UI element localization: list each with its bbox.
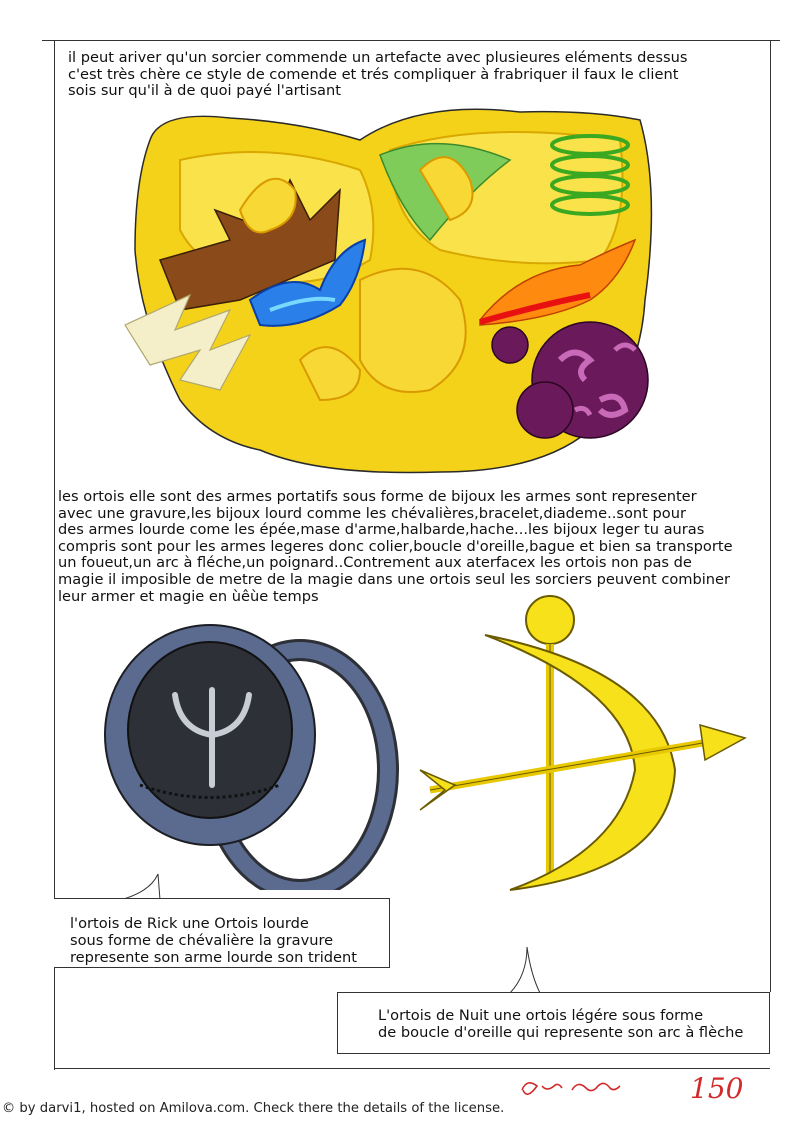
page-frame-top [42, 40, 780, 41]
page-frame-bottom [54, 1068, 770, 1069]
signature-number: 150 [690, 1072, 744, 1104]
rick-signet-ring-illustration [100, 610, 400, 890]
caption-nuit: L'ortois de Nuit une ortois légére sous forme de boucle d'oreille qui represente son arc à flèche [337, 992, 770, 1054]
artist-signature [512, 1070, 782, 1104]
body-paragraph: les ortois elle sont des armes portatifs sous forme de bijoux les armes sont representer avec une gravure,les bijoux lourd comme les chévalières,bracelet,diademe..sont pour des armes lourde come les épée,mase d'arme,halbarde,hache...les bijoux leger tu auras compris sont pour les armes legeres donc colier,boucle d'oreille,bague et bien sa transporte un foueut,un arc à fléche,un poignard..Contrement aux aterfacex les ortois non pas de magie il imposible de metre de la magie dans une ortois seul les sorciers peuvent combiner leur armer et magie en ùêùe temps [58, 488, 733, 605]
caption-rick: l'ortois de Rick une Ortois lourde sous forme de chévalière la gravure represente son arme lourde son trident [54, 898, 390, 968]
nuit-bow-earring-illustration [400, 590, 760, 900]
earring-ring [526, 596, 574, 644]
license-credit: © by darvi1, hosted on Amilova.com. Check there the details of the license. [2, 1101, 505, 1116]
artifact-illustration [120, 100, 660, 480]
arrow-icon [420, 725, 745, 810]
caption-nuit-tail [505, 945, 545, 995]
intro-paragraph: il peut ariver qu'un sorcier commende un artefacte avec plusieures eléments dessus c'est très chère ce style de comende et trés compliquer à frabriquer il faux le client sois sur qu'il à de quoi payé l'artisant [68, 49, 688, 100]
